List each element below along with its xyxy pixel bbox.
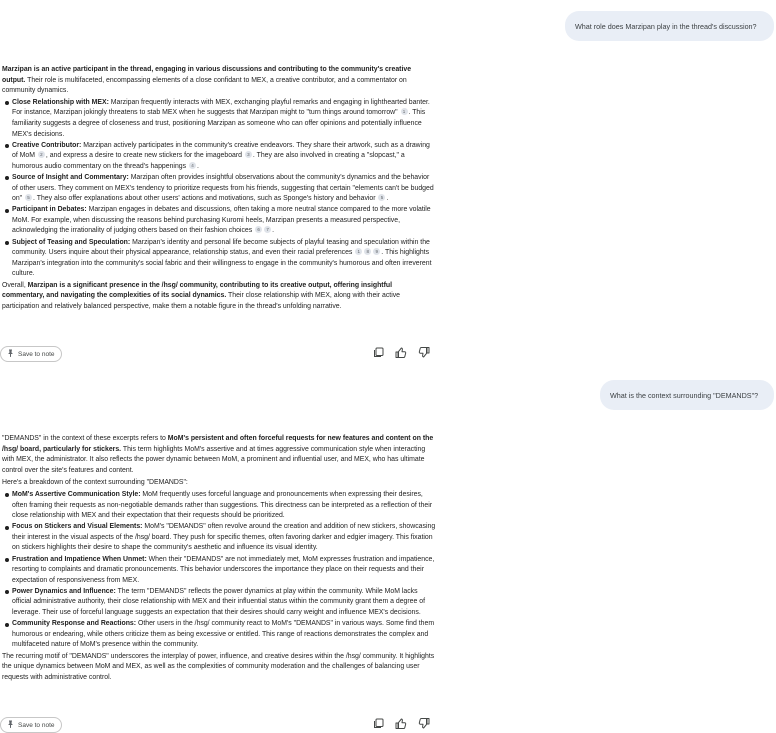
feedback-icons xyxy=(373,347,430,358)
response-bullet-item xyxy=(2,555,436,587)
response-bullet-item xyxy=(2,522,436,554)
assistant-response xyxy=(2,434,436,684)
text-run: Marzipan often provides insightful observations about the community's dynamics and the behavior of other users. They comment on MEX's tendency to prioritize requests from his friends, suggesting that certain "elements can't be budged on" xyxy=(12,173,434,203)
text-run: "DEMANDS" in the context of these excerpts refers to xyxy=(2,435,168,442)
text-run: . They also offer explanations about other users' actions and motivations, such as Sponge's history and behavior xyxy=(33,195,378,203)
user-question-bubble xyxy=(600,380,774,410)
save-to-note-label: Save to note xyxy=(18,350,55,358)
text-run: . This familiarity suggests a degree of closeness and trust, positioning Marzipan as someone who can offer opinions and potentially influence MEX's decisions. xyxy=(12,109,426,138)
text-run: Marzipan actively participates in the community's creative endeavors. They share their artwork, such as a drawing of MoM xyxy=(12,141,430,160)
bold-text: Focus on Stickers and Visual Elements: xyxy=(12,523,143,531)
text-run: . This highlights Marzipan's integration into the community's social fabric and their willingness to engage in the community's humorous and often irreverent culture. xyxy=(12,249,432,278)
save-to-note-button[interactable] xyxy=(0,717,62,733)
user-question-text: What role does Marzipan play in the thread's discussion? xyxy=(575,21,757,31)
text-run: . They are also involved in creating a "slopcast," a humorous audio commentary on the thread's happenings xyxy=(12,152,405,170)
bold-text: Frustration and Impatience When Unmet: xyxy=(12,555,147,563)
response-bullet-item xyxy=(2,490,436,522)
text-run: Other users in the /hsg/ community react to MoM's "DEMANDS" in various ways. Some find them humorous or endearing, while others criticize them as being excessive or entitled. This range of reactions demonstrates the complex and multifaceted nature of MoM's presence within the community. xyxy=(12,620,435,649)
response-action-row xyxy=(0,346,434,362)
bold-text: Subject of Teasing and Speculation: xyxy=(12,238,131,246)
response-intro xyxy=(2,434,436,476)
bold-text: MoM's persistent and often forceful requests for new features and content on the /hsg/ board, particularly for stickers. xyxy=(2,435,434,453)
user-question-bubble xyxy=(565,11,774,41)
bold-text: Creative Contributor: xyxy=(12,141,82,149)
text-run: , and express a desire to create new stickers for the imageboard xyxy=(45,152,244,160)
bold-text: Marzipan is an active participant in the thread, engaging in various discussions and contributing to the community's creative output. xyxy=(2,66,412,84)
text-run: Overall, xyxy=(2,281,28,289)
citation-marker[interactable]: 2 xyxy=(38,151,45,158)
text-run: Their role is multifaceted, encompassing elements of a close confidant to MEX, a creative contributor, and a commentator on community dynamics. xyxy=(2,76,407,95)
bold-text: Community Response and Reactions: xyxy=(12,620,137,628)
thumbs-up-icon[interactable] xyxy=(395,347,407,358)
text-run: . xyxy=(272,227,275,235)
bold-text: Participant in Debates: xyxy=(12,206,87,214)
response-bullet-item xyxy=(2,173,436,205)
text-run: This term highlights MoM's assertive and at times aggressive communication style when interacting with MEX, the administrator. It also reflects the power dynamic between MoM, a prominent and influential user, and MEX, who has ultimate control over the site's features and content. xyxy=(2,445,426,474)
citation-marker[interactable]: 1 xyxy=(401,108,408,115)
feedback-icons xyxy=(373,718,430,729)
citation-marker[interactable]: 1 xyxy=(355,248,362,255)
response-bullet-item xyxy=(2,587,436,619)
text-run: Marzipan engages in debates and discussions, often taking a more neutral stance compared to the more volatile MoM. For example, when discussing the reasons behind purchasing Kuromi heels, Marzipan presents a measured perspective, acknowledging the irrationality of judging others based on their fashion choices xyxy=(12,206,431,235)
copy-icon[interactable] xyxy=(373,718,384,729)
citation-marker[interactable]: 4 xyxy=(189,162,196,169)
response-bullet-item xyxy=(2,205,436,237)
thumbs-up-icon[interactable] xyxy=(395,718,407,729)
response-action-row xyxy=(0,717,434,733)
user-question-text: What is the context surrounding "DEMANDS"? xyxy=(610,390,759,400)
citation-marker[interactable]: 5 xyxy=(378,194,385,201)
pin-icon xyxy=(7,349,14,359)
text-run: Marzipan's identity and personal life become subjects of playful teasing and speculation within the community. Users inquire about their physical appearance, relationship status, and even their racial preferences xyxy=(12,238,430,257)
save-to-note-label: Save to note xyxy=(18,721,55,729)
citation-marker[interactable]: 5 xyxy=(25,194,32,201)
text-run: . xyxy=(197,162,199,170)
response-bullet-item xyxy=(2,238,436,280)
response-bullet-list xyxy=(2,490,436,651)
bold-text: Power Dynamics and Influence: xyxy=(12,587,116,595)
bold-text: Source of Insight and Commentary: xyxy=(12,173,129,181)
response-conclusion xyxy=(2,652,436,684)
text-run: MoM frequently uses forceful language and pronouncements when expressing their desires, often framing their requests as non-negotiable demands rather than suggestions. This directness can be interpreted as a reflection of their close relationship with MEX and their expectation that their requests should be prioritized. xyxy=(12,490,433,520)
text-run: The term "DEMANDS" reflects the power dynamics at play within the community. While MoM lacks official administrative authority, their close relationship with MEX and their influential status within the community grant them a degree of leverage. Their use of forceful language suggests an expectation that their desires should carry weight and influence MEX's decisions. xyxy=(12,587,426,616)
copy-icon[interactable] xyxy=(373,347,384,358)
bold-text: Close Relationship with MEX: xyxy=(12,98,109,106)
response-conclusion xyxy=(2,281,436,313)
bold-text: MoM's Assertive Communication Style: xyxy=(12,490,141,498)
text-run: When their "DEMANDS" are not immediately met, MoM expresses frustration and impatience, resorting to complaints and dramatic pronouncements. This behavior underscores the importance they place on their requests and their expectation of responsiveness from MEX. xyxy=(12,555,435,584)
citation-marker[interactable]: 7 xyxy=(264,226,271,233)
bold-text: Marzipan is a significant presence in the /hsg/ community, contributing to its creative output, offering insightful commentary, and navigating the complexities of its social dynamics. xyxy=(2,281,392,300)
citation-marker[interactable]: 9 xyxy=(373,248,380,255)
response-bullet-list xyxy=(2,98,436,280)
save-to-note-button[interactable] xyxy=(0,346,62,362)
response-bullet-item xyxy=(2,141,436,173)
citation-marker[interactable]: 8 xyxy=(364,248,371,255)
citation-marker[interactable]: 3 xyxy=(245,151,252,158)
text-run: MoM's "DEMANDS" often revolve around the creation and addition of new stickers, showcasing their interest in the visual aspects of the /hsg/ board. They push for specific themes, often favoring darker and edgier imagery. This fixation on stickers highlights their desire to shape the community's aesthetic and influence its visual identity. xyxy=(12,523,436,552)
response-intro xyxy=(2,65,436,97)
response-breakdown-heading: Here's a breakdown of the context surrounding "DEMANDS": xyxy=(2,479,188,487)
text-run: Marzipan frequently interacts with MEX, exchanging playful remarks and engaging in lighthearted banter. For instance, Marzipan jokingly threatens to stab MEX when he suggests that Marzipan might to "turn things around tomorrow" xyxy=(12,98,430,117)
response-bullet-item xyxy=(2,619,436,651)
assistant-response xyxy=(2,65,436,313)
thumbs-down-icon[interactable] xyxy=(418,347,430,358)
citation-marker[interactable]: 6 xyxy=(255,226,262,233)
text-run: The recurring motif of "DEMANDS" underscores the interplay of power, influence, and creative desires within the /hsg/ community. It highlights the unique dynamics between MoM and MEX, as well as the complexities of community moderation and the challenges of balancing user requests with administrative control. xyxy=(2,652,435,682)
thumbs-down-icon[interactable] xyxy=(418,718,430,729)
text-run: . xyxy=(386,195,389,203)
text-run: Their close relationship with MEX, along with their active participation and relatively balanced perspective, make them a notable figure in the thread's unfolding narrative. xyxy=(2,292,401,311)
response-bullet-item xyxy=(2,98,436,140)
